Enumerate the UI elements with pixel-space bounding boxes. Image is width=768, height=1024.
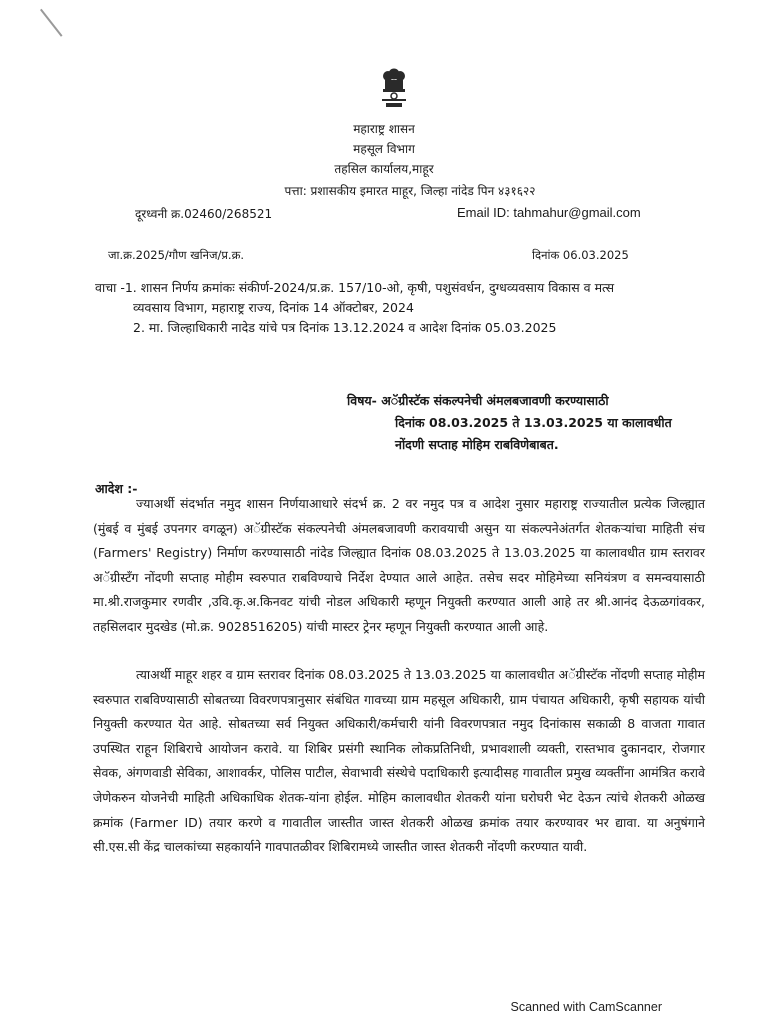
subject-line-1: विषय- अॅग्रीस्टॅक संकल्पनेची अंमलबजावणी करण्यासाठी xyxy=(347,393,609,408)
phone-number: दूरध्वनी क्र.02460/268521 xyxy=(135,207,273,221)
order-label: आदेश :- xyxy=(95,481,138,496)
reference-item-1: वाचा -1. शासन निर्णय क्रमांकः संकीर्ण-2024/प्र.क्र. 157/10-ओ, कृषी, पशुसंवर्धन, दुग्धव्यवसाय विकास व मत्स xyxy=(95,280,615,295)
reference-list xyxy=(95,278,695,338)
org-line-2: महसूल विभाग xyxy=(353,142,415,156)
office-address: पत्ता: प्रशासकीय इमारत माहूर, जिल्हा नांदेड पिन ४३१६२२ xyxy=(284,184,536,198)
scan-artifact-line xyxy=(40,9,63,37)
ashoka-emblem-icon xyxy=(376,66,412,110)
reference-number: जा.क्र.2025/गौण खनिज/प्र.क्र. xyxy=(108,248,245,262)
subject-line-3: नोंदणी सप्ताह मोहिम राबविणेबाबत. xyxy=(395,437,559,452)
subject-line-2: दिनांक 08.03.2025 ते 13.03.2025 या कालावधीत xyxy=(395,415,672,430)
document-date: दिनांक 06.03.2025 xyxy=(532,248,629,262)
org-line-3: तहसिल कार्यालय,माहूर xyxy=(334,162,434,176)
reference-item-1-cont: व्यवसाय विभाग, महाराष्ट्र राज्य, दिनांक 14 ऑक्टोबर, 2024 xyxy=(133,300,414,315)
paragraph-2: त्याअर्थी माहूर शहर व ग्राम स्तरावर दिनांक 08.03.2025 ते 13.03.2025 या कालावधीत अॅग्रीस्टॅक नोंदणी सप्ताह मोहीम स्वरुपात राबविण्यासाठी सोबतच्या विवरणपत्रानुसार संबंधित गावच्या ग्राम महसूल अधिकारी, ग्राम पंचायत अधिकारी, कृषी सहायक यांची नियुक्ती करण्यात येत आहे. सोबतच्या सर्व नियुक्त अधिकारी/कर्मचारी यांनी विवरणपत्रात नमुद दिनांकास सकाळी 8 वाजता गावात उपस्थित राहून शिबिराचे आयोजन करावे. या शिबिर प्रसंगी स्थानिक लोकप्रतिनिधी, प्रभावशाली व्यक्ती, रास्तभाव दुकानदार, रोजगार सेवक, अंगणवाडी सेविका, आशावर्कर, पोलिस पाटील, सेवाभावी संस्थेचे पदाधिकारी इत्यादीसह गावातील प्रमुख व्यक्तींना आमंत्रित करावे जेणेकरुन योजनेची माहिती अधिकाधिक शेतक-यांना होईल. मोहिम कालावधीत शेतकरी यांना घरोघरी भेट देऊन त्यांचे शेतकरी ओळख क्रमांक (Farmer ID) तयार करणे व गावातील जास्तीत जास्त शेतकरी ओळख क्रमांक तयार करण्यावर भर द्यावा. या अनुषंगाने सी.एस.सी केंद्र चालकांच्या सहकार्याने गावपातळीवर शिबिरामध्ये जास्तीत जास्त शेतकरी नोंदणी करण्यात यावी. xyxy=(93,667,705,855)
reference-item-2: 2. मा. जिल्हाधिकारी नादेड यांचे पत्र दिनांक 13.12.2024 व आदेश दिनांक 05.03.2025 xyxy=(133,320,557,335)
email-address: Email ID: tahmahur@gmail.com xyxy=(457,205,641,220)
org-line-1: महाराष्ट्र शासन xyxy=(353,122,415,136)
scanner-watermark: Scanned with CamScanner xyxy=(510,1000,662,1014)
paragraph-1: ज्याअर्थी संदर्भात नमुद शासन निर्णयाआधारे संदर्भ क्र. 2 वर नमुद पत्र व आदेश नुसार महाराष्ट्र राज्यातील प्रत्येक जिल्ह्यात (मुंबई व मुंबई उपनगर वगळून) अॅग्रीस्टॅक संकल्पनेची अंमलबजावणी करावयाची असुन या संकल्पनेअंतर्गत शेतकऱ्यांचा माहिती संच (Farmers' Registry) निर्माण करण्यासाठी नांदेड जिल्ह्यात दिनांक 08.03.2025 ते 13.03.2025 या कालावधीत ग्राम स्तरावर अॅग्रीस्टॅंग नोंदणी सप्ताह मोहीम स्वरुपात राबविण्याचे निर्देश देण्यात आले आहेत. तसेच सदर मोहिमेच्या सनियंत्रण व समन्वयासाठी मा.श्री.राजकुमार रणवीर ,उवि.कृ.अ.किनवट यांची नोडल अधिकारी म्हणून नियुक्ती करण्यात आली आहे तर श्री.आनंद देऊळगांवकर, तहसिलदार मुदखेड (मो.क्र. 9028516205) यांची मास्टर ट्रेनर म्हणून नियुक्ती करण्यात आली आहे. xyxy=(93,496,705,634)
